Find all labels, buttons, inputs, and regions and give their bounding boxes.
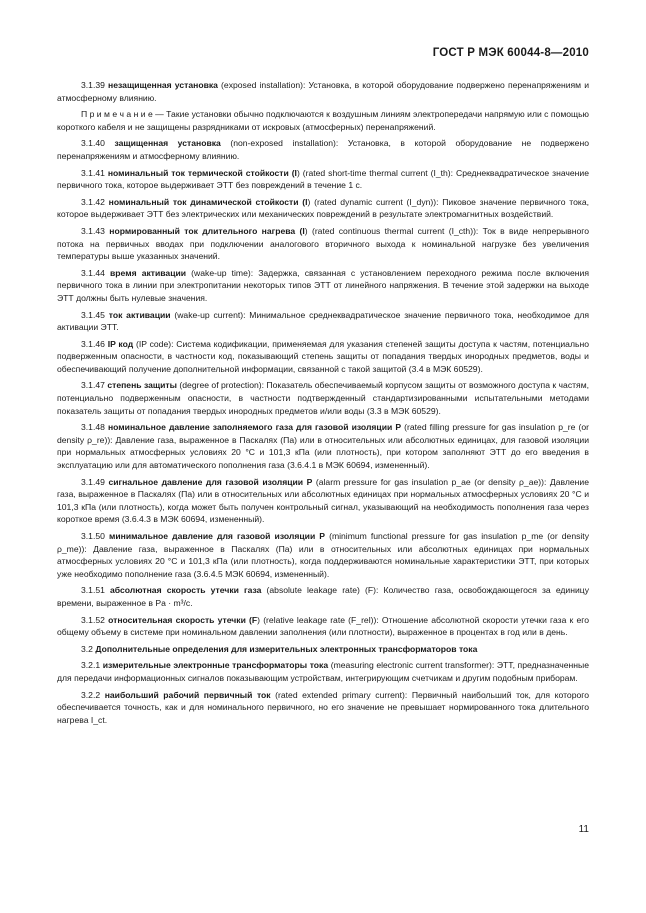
definition-text: П р и м е ч а н и е — Такие установки обычно подключаются к воздушным линиям электропередачи напрямую или с помощью короткого кабеля и не защищены разрядниками от искровых (атмосферных) перенапряжений.	[57, 109, 589, 132]
clause-number: 3.1.41	[81, 167, 105, 178]
term: относительная скорость утечки (F	[108, 614, 258, 625]
clause-number: 3.1.51	[81, 585, 105, 596]
clause-number: 3.1.45	[81, 309, 105, 320]
definition-text: (wake-up current): Минимальное среднеквадратическое значение первичного тока, необходимое для активации ЭТТ.	[57, 309, 590, 333]
definition-text: (alarm pressure for gas insulation p_ae (or density ρ_ae)): Давление газа, выраженное в Паскалях (Па) или в относительных или абсолютных единицах при нормальных атмосферных условиях 20 °C и 101,3 кПа (или плотность), когда может быть получен контрольный сигнал, указывающий на необходимость пополнения газа через короткое время (3.6.4.3 в МЭК 60694, измененный).	[57, 476, 589, 525]
term: время активации	[110, 267, 187, 278]
clause-number: 3.1.46	[81, 338, 105, 349]
page-number: 11	[578, 824, 589, 835]
paragraph	[57, 530, 589, 580]
paragraph	[57, 309, 589, 334]
definition-text: ) (rated short-time thermal current (I_th): Среднеквадратическое значение первичного тока, которое выдерживает ЭТТ без повреждений в течение 1 с.	[57, 167, 590, 191]
term: защищенная установка	[114, 138, 221, 149]
term: сигнальное давление для газовой изоляции P	[108, 476, 313, 487]
paragraph	[57, 137, 589, 162]
clause-number: 3.1.44	[81, 267, 105, 278]
clause-number: 3.1.47	[81, 380, 105, 391]
term: минимальное давление для газовой изоляции P	[108, 531, 326, 541]
clause-number: 3.1.40	[81, 138, 105, 149]
paragraph	[57, 421, 589, 471]
definition-text: (measuring electronic current transformer): ЭТТ, предназначенные для передачи информационных сигналов показывающим устройствам, интегрирующим счетчикам и другим подобным приборам.	[57, 660, 590, 683]
term: наибольший рабочий первичный ток	[104, 689, 271, 700]
paragraph	[57, 379, 589, 417]
clause-number: 3.1.48	[81, 422, 105, 433]
clause-number: 3.1.39	[81, 80, 105, 90]
paragraph	[57, 196, 589, 221]
term: ток активации	[108, 309, 171, 320]
term: номинальное давление заполняемого газа для газовой изоляции P	[107, 422, 402, 433]
clause-number: 3.2.2	[81, 689, 101, 700]
paragraph	[57, 643, 589, 656]
term: номинальный ток динамической стойкости (I	[108, 196, 308, 207]
term: незащищенная установка	[108, 80, 218, 90]
definition-text: (wake-up time): Задержка, связанная с установлением переходного режима после включения первичного тока в линии при электропитании некоторых типов ЭТТ от линейного напряжения. В течение этой задержки на выходе ЭТТ должны быть нулевые значения.	[57, 267, 589, 303]
term: номинальный ток термической стойкости (I	[107, 167, 297, 178]
document-body	[57, 79, 589, 730]
term: степень защиты	[107, 380, 177, 391]
term: нормированный ток длительного нагрева (I	[109, 225, 305, 236]
paragraph	[57, 225, 589, 263]
definition-text: (IP code): Система кодификации, применяемая для указания степеней защиты доступа к частям, потенциально подверженным опасности, в частности код, показывающий степень защиты от попадания твердых инородных предметов, воды и обеспечивающий получение дополнительной информации, связанной с такой защитой (3.4 в МЭК 60529).	[57, 338, 589, 374]
clause-number: 3.2.1	[81, 660, 101, 671]
paragraph	[57, 79, 589, 104]
clause-number: 3.1.52	[81, 614, 105, 625]
paragraph	[57, 476, 589, 526]
paragraph	[57, 659, 589, 684]
definition-text: (absolute leakage rate) (F): Количество газа, освобождающегося за единицу времени, выраженное в Pa · m³/с.	[57, 585, 589, 608]
clause-number: 3.1.49	[81, 476, 105, 487]
definition-text: ) (rated dynamic current (I_dyn)): Пиковое значение первичного тока, которое выдерживает ЭТТ без электрических или механических повреждений в результате электромагнитных воздействий.	[57, 196, 589, 220]
paragraph	[57, 167, 589, 192]
definition-text: (minimum functional pressure for gas insulation p_me (or density ρ_me)): Давление газа, выраженное в Паскалях (Па) или в относительных или абсолютных единицах при нормальных атмосферных условиях 20 °C и 101,3 кПа (или плотность), когда поддерживаются номинальные характеристики ЭТТ, при которых уже необходимо пополнение газа (3.6.4.5 МЭК 60694, измененный).	[57, 531, 589, 579]
paragraph	[57, 614, 589, 639]
paragraph	[57, 584, 589, 609]
clause-number: 3.2	[81, 643, 93, 654]
definition-text: (degree of protection): Показатель обеспечиваемый корпусом защиты от возможного доступа к частям, потенциально подверженным опасности, в частности подтвержденный стандартизированными испытательными методами показатель защиты от попадания твердых инородных предметов и/или воды (3.3 в МЭК 60529).	[57, 380, 589, 416]
paragraph	[57, 689, 589, 727]
clause-number: 3.1.50	[81, 531, 105, 541]
term: абсолютная скорость утечки газа	[110, 585, 262, 596]
definition-text: (non-exposed installation): Установка, в которой оборудование не подвержено перенапряжениям и атмосферному влиянию.	[57, 138, 589, 161]
term: IP код	[107, 338, 134, 349]
paragraph	[57, 267, 589, 305]
paragraph	[57, 108, 589, 133]
definition-text: (rated filling pressure for gas insulation p_re (or density ρ_re)): Давление газа, выраженное в Паскалях (Па) или в относительных или абсолютных единицах, для газовой изоляции при нормальных атмосферных условиях 20 °C и 101,3 кПа (или плотность), при котором заполняют ЭТТ до его введения в эксплуатацию или для автоматического пополнения газа (3.6.4.1 в МЭК 60694, измененный).	[57, 422, 590, 471]
clause-number: 3.1.42	[81, 196, 105, 207]
paragraph	[57, 338, 589, 376]
term: Дополнительные определения для измерительных электронных трансформаторов тока	[95, 643, 478, 654]
clause-number: 3.1.43	[81, 225, 105, 236]
document-header: ГОСТ Р МЭК 60044-8—2010	[432, 47, 589, 59]
definition-text: ) (rated continuous thermal current (I_cth)): Ток в виде непрерывного потока на первичных вводах при подключении аналогового вторичного выхода к номинальной нагрузке без увеличения температуры выше указанных значений.	[57, 225, 589, 262]
term: измерительные электронные трансформаторы тока	[102, 660, 329, 671]
definition-text: ) (relative leakage rate (F_rel)): Отношение абсолютной скорости утечки газа к его общему объему в системе при номинальном давлении заполнения (или плотности), выраженное в процентах в год или в день.	[57, 614, 589, 638]
definition-text: (exposed installation): Установка, в которой оборудование подвержено перенапряжениям и атмосферному влиянию.	[57, 80, 590, 103]
definition-text: (rated extended primary current): Первичный наибольший ток, для которого обеспечивается точность, как и для номинального первичного, но его значение не превышает нормированного тока длительного нагрева I_ct.	[57, 689, 589, 725]
